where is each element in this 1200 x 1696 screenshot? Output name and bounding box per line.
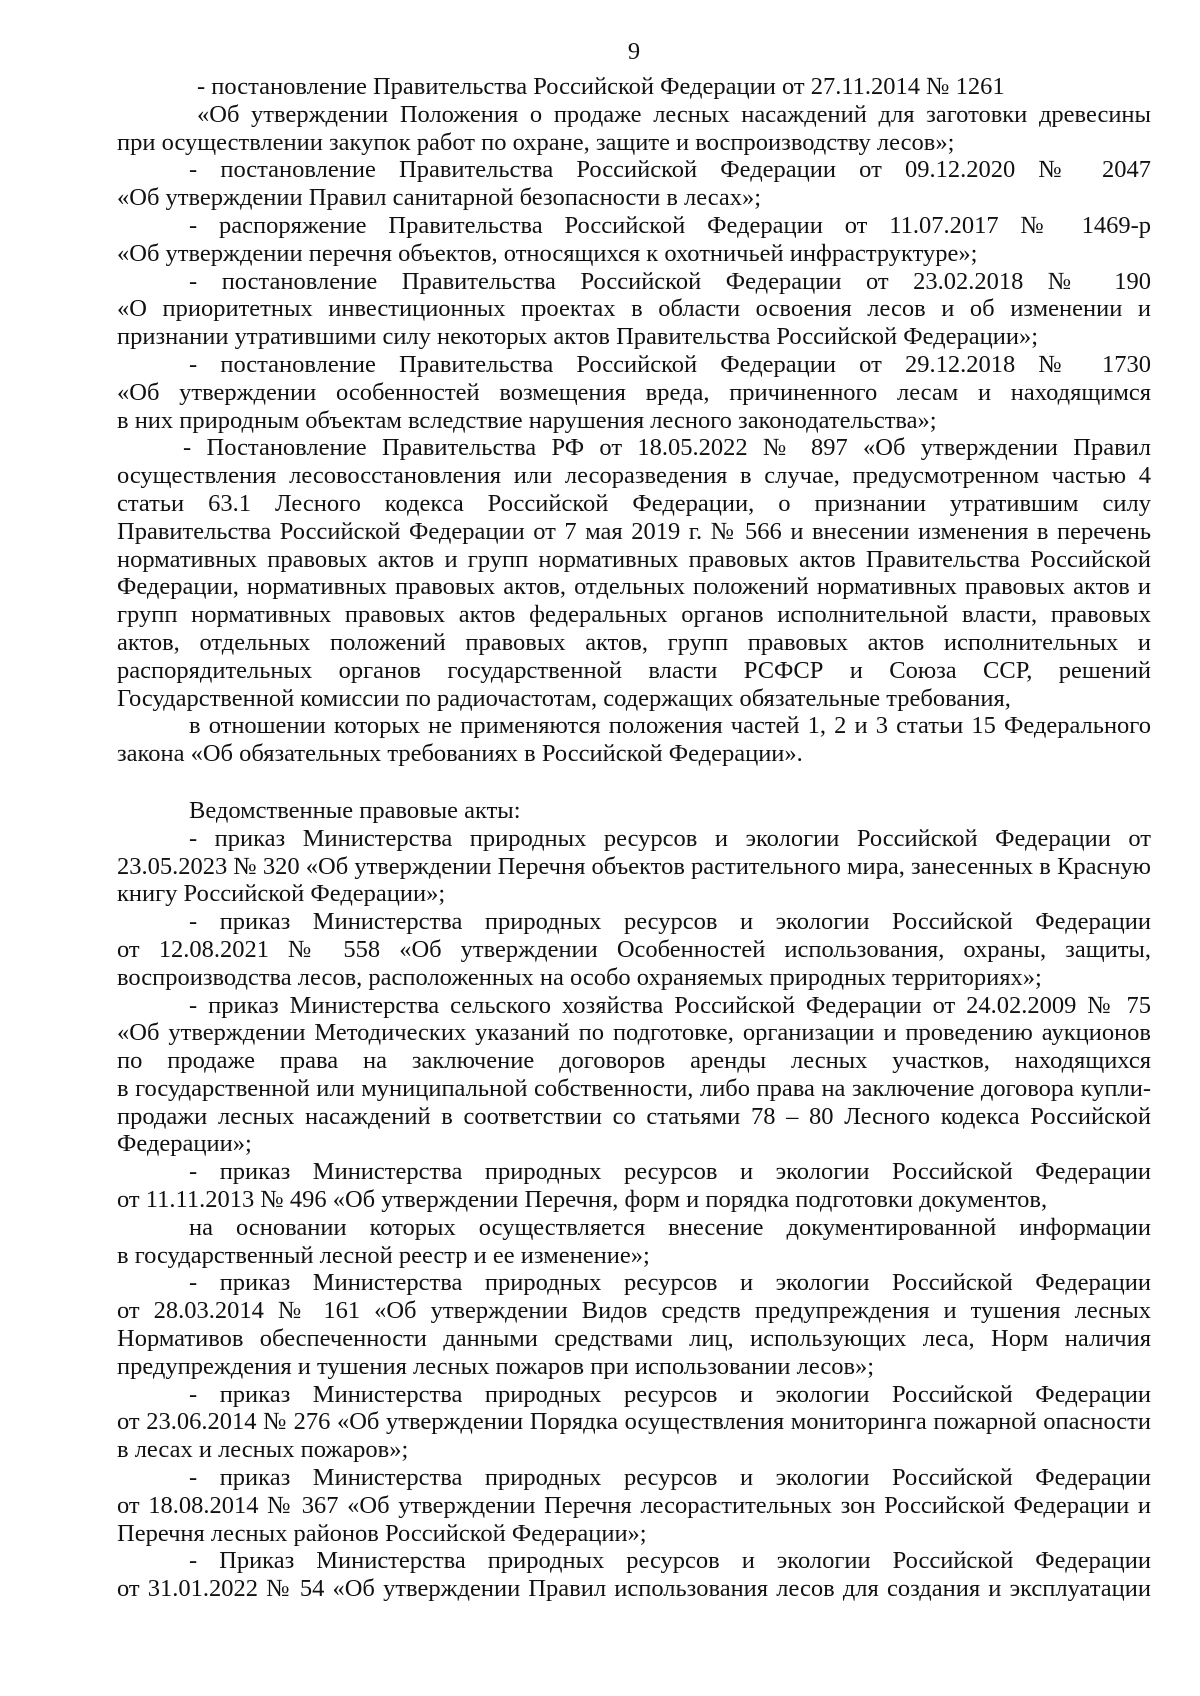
text-line: - приказ Министерства природных ресурсов и экологии Российской Федерации — [189, 908, 1151, 936]
text-line: в лесах и лесных пожаров»; — [117, 1436, 409, 1464]
text-line: актов, отдельных положений правовых актов, групп правовых актов исполнительных и — [117, 628, 1151, 656]
text-line: Государственной комиссии по радиочастотам, содержащих обязательные требования, — [117, 684, 1011, 712]
blank-line — [117, 768, 1151, 797]
text-line: - приказ Министерства природных ресурсов и экологии Российской Федерации — [189, 1380, 1151, 1408]
text-line: Федерации, нормативных правовых актов, отдельных положений нормативных правовых актов и — [117, 573, 1151, 601]
text-line: распорядительных органов государственной власти РСФСР и Союза ССР, решений — [117, 656, 1151, 684]
text-line: в них природным объектам вследствие нарушения лесного законодательства»; — [117, 406, 937, 434]
text-line: - приказ Министерства природных ресурсов и экологии Российской Федерации — [189, 1158, 1151, 1186]
text-line: книгу Российской Федерации»; — [117, 880, 446, 908]
text-line: осуществления лесовосстановления или лесоразведения в случае, предусмотренном частью 4 — [117, 462, 1151, 490]
text-line: от 28.03.2014 № 161 «Об утверждении Видов средств предупреждения и тушения лесных — [117, 1297, 1151, 1325]
text-line: «Об утверждении Положения о продаже лесных насаждений для заготовки древесины — [197, 100, 1151, 128]
text-line: продажи лесных насаждений в соответствии со статьями 78 – 80 Лесного кодекса Российской — [117, 1102, 1151, 1130]
text-line: «О приоритетных инвестиционных проектах в области освоения лесов и об изменении и — [117, 295, 1151, 323]
text-line: - приказ Министерства сельского хозяйства Российской Федерации от 24.02.2009 № 75 — [189, 991, 1151, 1019]
text-line: групп нормативных правовых актов федеральных органов исполнительной власти, правовых — [117, 601, 1151, 629]
text-line: статьи 63.1 Лесного кодекса Российской Федерации, о признании утратившим силу — [117, 489, 1151, 517]
text-line: - постановление Правительства Российской Федерации от 23.02.2018 № 190 — [189, 267, 1151, 295]
text-line: - постановление Правительства Российской Федерации от 27.11.2014 № 1261 — [197, 73, 1005, 100]
text-line: - распоряжение Правительства Российской Федерации от 11.07.2017 № 1469-р — [189, 211, 1151, 239]
text-line: - Приказ Министерства природных ресурсов и экологии Российской Федерации — [189, 1547, 1151, 1575]
text-line: Правительства Российской Федерации от 7 мая 2019 г. № 566 и внесении изменения в перечень — [117, 517, 1151, 545]
text-line: Федерации»; — [117, 1130, 252, 1158]
text-line: на основании которых осуществляется внесение документированной информации — [189, 1213, 1151, 1241]
text-line: - приказ Министерства природных ресурсов и экологии Российской Федерации — [189, 1269, 1151, 1297]
page-number: 9 — [627, 38, 641, 65]
text-line: Ведомственные правовые акты: — [189, 796, 521, 824]
text-line: воспроизводства лесов, расположенных на особо охраняемых природных территориях»; — [117, 963, 1042, 991]
text-line: от 12.08.2021 № 558 «Об утверждении Особенностей использования, охраны, защиты, — [117, 935, 1151, 963]
text-line: Нормативов обеспеченности данными средствами лиц, использующих леса, Норм наличия — [117, 1325, 1151, 1353]
text-line: закона «Об обязательных требованиях в Российской Федерации». — [117, 740, 803, 768]
document-page — [117, 0, 1151, 1603]
text-line: от 31.01.2022 № 54 «Об утверждении Правил использования лесов для создания и эксплуатации — [117, 1575, 1151, 1603]
text-line: «Об утверждении особенностей возмещения вреда, причиненного лесам и находящимся — [117, 378, 1151, 406]
text-line: предупреждения и тушения лесных пожаров при использовании лесов»; — [117, 1352, 875, 1380]
text-line: признании утратившими силу некоторых актов Правительства Российской Федерации»; — [117, 323, 1039, 351]
text-line: в отношении которых не применяются положения частей 1, 2 и 3 статьи 15 Федерального — [189, 712, 1151, 740]
text-line: - приказ Министерства природных ресурсов и экологии Российской Федерации — [189, 1464, 1151, 1492]
text-line: при осуществлении закупок работ по охране, защите и воспроизводству лесов»; — [117, 128, 955, 156]
text-line: Перечня лесных районов Российской Федерации»; — [117, 1519, 647, 1547]
text-line: «Об утверждении перечня объектов, относящихся к охотничьей инфраструктуре»; — [117, 239, 978, 267]
text-line: по продаже права на заключение договоров аренды лесных участков, находящихся — [117, 1047, 1151, 1075]
text-line: - постановление Правительства Российской Федерации от 29.12.2018 № 1730 — [189, 350, 1151, 378]
text-line: от 11.11.2013 № 496 «Об утверждении Перечня, форм и порядка подготовки документов, — [117, 1186, 1048, 1214]
text-line: от 23.06.2014 № 276 «Об утверждении Порядка осуществления мониторинга пожарной опасности — [117, 1408, 1151, 1436]
text-line: 23.05.2023 № 320 «Об утверждении Перечня объектов растительного мира, занесенных в Красную — [117, 852, 1151, 880]
text-line: - Постановление Правительства РФ от 18.05.2022 № 897 «Об утверждении Правил — [183, 434, 1151, 462]
text-line: «Об утверждении Правил санитарной безопасности в лесах»; — [117, 184, 762, 212]
text-line: - приказ Министерства природных ресурсов и экологии Российской Федерации от — [189, 824, 1151, 852]
text-line: - постановление Правительства Российской Федерации от 09.12.2020 № 2047 — [189, 156, 1151, 184]
text-line: «Об утверждении Методических указаний по подготовке, организации и проведению аукционов — [117, 1019, 1151, 1047]
text-line: в государственной или муниципальной собственности, либо права на заключение договора купли- — [117, 1074, 1151, 1102]
document-body — [117, 73, 1151, 1603]
text-line: в государственный лесной реестр и ее изменение»; — [117, 1241, 650, 1269]
text-line: нормативных правовых актов и групп нормативных правовых актов Правительства Российской — [117, 545, 1151, 573]
text-line: от 18.08.2014 № 367 «Об утверждении Перечня лесорастительных зон Российской Федерации и — [117, 1491, 1151, 1519]
